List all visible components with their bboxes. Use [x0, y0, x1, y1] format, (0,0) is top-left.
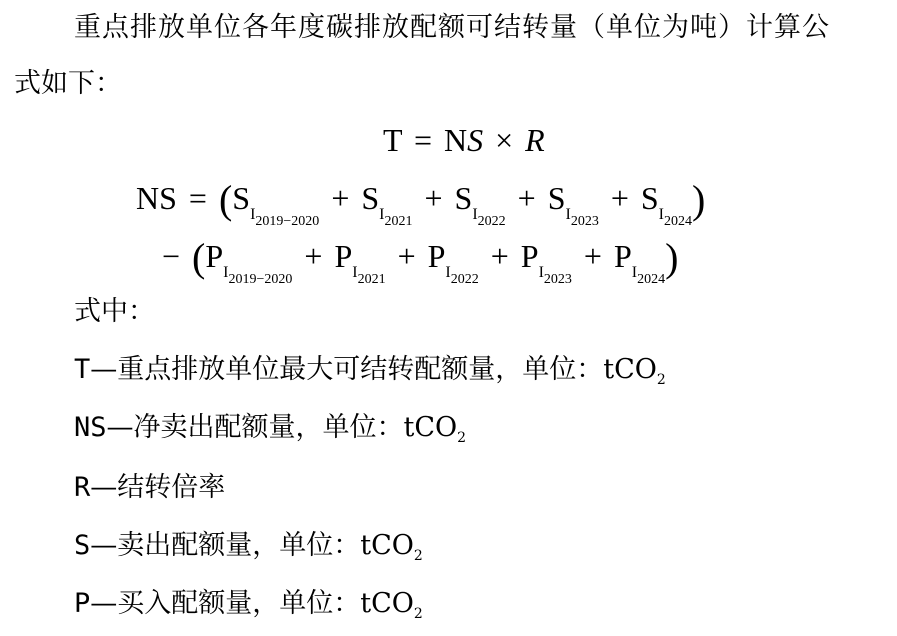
definition-text: 结转倍率	[117, 472, 226, 503]
formula-plus: +	[304, 238, 323, 274]
formula-term-s-2: SI2022	[454, 180, 506, 229]
formula-times: ×	[495, 122, 514, 158]
formula-ns-bought	[158, 236, 678, 300]
formula-term-p-1: PI2021	[334, 238, 386, 287]
definition-dash: —	[90, 588, 118, 619]
formula-symbol-n: N	[444, 122, 468, 158]
definition-unit-subscript: 2	[413, 548, 423, 564]
definition-dash: —	[90, 530, 118, 561]
definition-s	[74, 528, 423, 574]
definition-t	[74, 352, 666, 398]
formula-symbol-s-italic: S	[467, 122, 484, 158]
formula-symbol-r: R	[525, 122, 545, 158]
formula-plus: +	[517, 180, 536, 216]
definition-text: 重点排放单位最大可结转配额量，单位：tCO	[117, 354, 657, 385]
formula-term-s-1: SI2021	[361, 180, 413, 229]
formula-ns-sold	[136, 178, 705, 242]
intro-line-1: 重点排放单位各年度碳排放配额可结转量（单位为吨）计算公	[74, 12, 830, 43]
definition-symbol: NS	[74, 412, 107, 443]
definition-symbol: R	[74, 472, 91, 503]
formula-plus: +	[424, 180, 443, 216]
formula-term-s-4: SI2024	[640, 180, 692, 229]
formula-rparen-p: )	[665, 235, 679, 280]
definition-text: 卖出配额量，单位：tCO	[117, 530, 414, 561]
definition-symbol: S	[74, 530, 91, 561]
formula-lparen-s: (	[218, 177, 233, 222]
formula-term-p-2: PI2022	[427, 238, 479, 287]
formula-symbol-ns: NS	[136, 180, 177, 216]
definition-r	[74, 470, 225, 506]
formula-term-p-3: PI2023	[520, 238, 572, 287]
definition-unit-subscript: 2	[413, 606, 423, 622]
definition-unit-subscript: 2	[656, 372, 666, 388]
formula-plus: +	[583, 238, 602, 274]
definition-unit-subscript: 2	[457, 430, 467, 446]
where-label: 式中：	[74, 296, 155, 327]
formula-symbol-t: T	[383, 122, 402, 158]
definition-dash: —	[106, 412, 134, 443]
formula-lparen-p: (	[192, 235, 206, 280]
definition-p	[74, 586, 423, 632]
formula-plus: +	[331, 180, 350, 216]
definition-dash: —	[90, 472, 118, 503]
formula-rparen-s: )	[692, 177, 706, 222]
formula-term-p-0: PI2019−2020	[205, 238, 293, 287]
definition-dash: —	[90, 354, 118, 385]
formula-equals: =	[413, 122, 433, 158]
formula-term-p-4: PI2024	[613, 238, 666, 287]
intro-line-2: 式如下：	[14, 68, 122, 99]
formula-term-s-3: SI2023	[547, 180, 599, 229]
definition-text: 净卖出配额量，单位：tCO	[133, 412, 458, 443]
formula-plus: +	[397, 238, 416, 274]
definition-text: 买入配额量，单位：tCO	[117, 588, 414, 619]
formula-minus: −	[162, 238, 181, 274]
definition-ns	[74, 410, 466, 456]
definition-symbol: P	[74, 588, 91, 619]
formula-equals-ns: =	[188, 180, 207, 216]
formula-plus: +	[610, 180, 629, 216]
definition-symbol: T	[74, 354, 91, 385]
formula-plus: +	[490, 238, 509, 274]
formula-t	[383, 120, 545, 160]
formula-term-s-0: SI2019−2020	[232, 180, 320, 229]
